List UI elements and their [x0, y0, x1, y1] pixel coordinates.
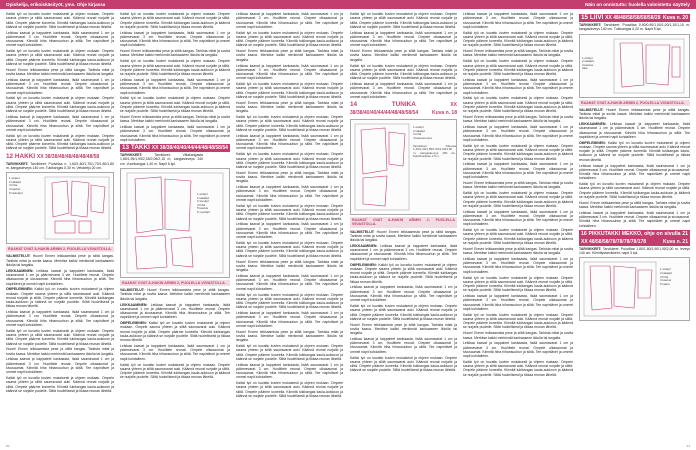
page-number-left: 20: [6, 444, 10, 448]
banner-left-text: Opiskelija, erikoiskäsityöt, yms. Ohje kirjassa: [6, 2, 106, 7]
banner-right-text: Näin on onnistuttu: huolella valmistettu näyttely: [585, 2, 690, 7]
paragraph: Leikkaa kaavat ja kappaleet kankaasta, lisää saumavarat 1 cm ja päärmevarat 3 cm. Huolittele reunat. Ompele olkasaumat ja sivusaumat. Kiinnitä hiha hihansuuhun ja silitä. Tee napinlävet ja ommel napit kohdalleen.: [6, 30, 114, 48]
pattern-diagram-14: 1 etukpl 2 takakpl 3 hiha 4 kaulusreuna Tarvikkeet: Trikoota 1,40/1,40/1,50/1,50/1,60/1,60 m, kangasleveys 150 cm. Kanttinauhaa 1,5 m.: [350, 119, 457, 215]
caption-14: RAAHAT OVAT A-HAKIN ARMIN 2, PUOLELLA VIIVASTOLLA.: [352, 218, 455, 227]
pattern-diagram-16: 1 etukpl 2 takakpl 3 hiha 4 kaulus 5 tasku: [579, 257, 690, 321]
caption-13: RAAHAT OVAT A-HAKIN ARMIN 2, PUOLELLA VIIVASTOLLA.: [120, 280, 230, 286]
caption-12: RAAHAT OVAT A-HAKIN ARMIN 2, PUOLELLA VIIVASTOLLA.: [6, 246, 114, 252]
paragraph: Leikkaa kaavat ja kappaleet kankaasta, lisää saumavarat 1 cm ja päärmevarat 3 cm. Huolittele reunat. Ompele olkasaumat ja sivusaumat. Kiinnitä hiha hihansuuhun ja silitä. Tee napinlävet ja ommel napit kohdalleen.: [6, 77, 114, 95]
section-heading-12: 12 HAKKI XX 38/38/48/48/48/48/48/58: [6, 152, 100, 160]
paragraph: Kaikki työ on kuvattu kuvien mukaisesti ja ohjeen mukaan. Ompele sauma yhteen ja silitä saumavarat auki. Käännä reunat nurjalle ja silitä. Ompele päärme koneella. Kiinnitä tukikangas kaula-aukkoon ja käännä se nurjalle puolelle. Silitä huolellisesti ja tikkaa reunan läheltä.: [6, 12, 114, 29]
section-heading-14: 14 TUNIKA XX 38/38/40/40/44/44/48/48/58/54 Kuva n. 18: [350, 101, 457, 117]
paragraph: Kaikki työ on kuvattu kuvien mukaisesti ja ohjeen mukaan. Ompele sauma yhteen ja silitä saumavarat auki. Käännä reunat nurjalle ja silitä. Ompele päärme koneella. Kiinnitä tukikangas kaula-aukkoon ja käännä se nurjalle puolelle. Silitä huolellisesti ja tikkaa reunan läheltä.: [6, 133, 114, 151]
column-5: Leikkaa kaavat ja kappaleet kankaasta, lisää saumavarat 1 cm ja päärmevarat 3 cm. Huolittele reunat. Ompele olkasaumat ja sivusaumat. Kiinnitä hiha hihansuuhun ja silitä. Tee napinlävet ja ommel napit kohdalleen. Kaikki työ on kuvattu kuvien mukaisesti ja ohjeen mukaan. Ompele sauma yhteen ja silitä saumavarat auki. Käännä reunat nurjalle ja silitä. Ompele päärme koneella. Kiinnitä tukikangas kaula-aukkoon ja käännä se nurjalle puolelle. Silitä huolellisesti ja tikkaa reunan läheltä. Huom! Ennen leikkaamista pese ja silitä kangas. Tarkista mitat ja sovita kaava. Merkitse kaikki merkinnät kankaaseen liidulla tai langalla. Kaikki työ on kuvattu kuvien mukaisesti ja ohjeen mukaan. Ompele sauma yhteen ja silitä saumavarat auki. Käännä reunat nurjalle ja silitä. Ompele päärme koneella. Kiinnitä tukikangas kaula-aukkoon ja käännä se nurjalle puolelle. Silitä huolellisesti ja tikkaa reunan läheltä. Leikkaa kaavat ja kappaleet kankaasta, lisää saumavarat 1 cm ja päärmevarat 3 cm. Huolittele reunat. Ompele olkasaumat ja sivusaumat. Kiinnitä hiha hihansuuhun ja silitä. Tee napinlävet ja ommel napit kohdalleen. Kaikki työ on kuvattu kuvien mukaisesti ja ohjeen mukaan. Ompele sauma yhteen ja silitä saumavarat auki. Käännä reunat nurjalle ja silitä. Ompele päärme koneella. Kiinnitä tukikangas kaula-aukkoon ja käännä se nurjalle puolelle. Silitä huolellisesti ja tikkaa reunan läheltä. Huom! Ennen leikkaamista pese ja silitä kangas. Tarkista mitat ja sovita kaava. Merkitse kaikki merkinnät kankaaseen liidulla tai langalla. Leikkaa kaavat ja kappaleet kankaasta, lisää saumavarat 1 cm ja päärmevarat 3 cm. Huolittele reunat. Ompele olkasaumat ja sivusaumat. Kiinnitä hiha hihansuuhun ja silitä. Tee napinlävet ja ommel napit kohdalleen. Kaikki työ on kuvattu kuvien mukaisesti ja ohjeen mukaan. Ompele sauma yhteen ja silitä saumavarat auki. Käännä reunat nurjalle ja silitä. Ompele päärme koneella. Kiinnitä tukikangas kaula-aukkoon ja käännä se nurjalle puolelle. Silitä huolellisesti ja tikkaa reunan läheltä. Leikkaa kaavat ja kappaleet kankaasta, lisää saumavarat 1 cm ja päärmevarat 3 cm. Huolittele reunat. Ompele olkasaumat ja sivusaumat. Kiinnitä hiha hihansuuhun ja silitä. Tee napinlävet ja ommel napit kohdalleen. Huom! Ennen leikkaamista pese ja silitä kangas. Tarkista mitat ja sovita kaava. Merkitse kaikki merkinnät kankaaseen liidulla tai langalla. Kaikki työ on kuvattu kuvien mukaisesti ja ohjeen mukaan. Ompele sauma yhteen ja silitä saumavarat auki. Käännä reunat nurjalle ja silitä. Ompele päärme koneella. Kiinnitä tukikangas kaula-aukkoon ja käännä se nurjalle puolelle. Silitä huolellisesti ja tikkaa reunan läheltä. Leikkaa kaavat ja kappaleet kankaasta, lisää saumavarat 1 cm ja päärmevarat 3 cm. Huolittele reunat. Ompele olkasaumat ja sivusaumat. Kiinnitä hiha hihansuuhun ja silitä. Tee napinlävet ja ommel napit kohdalleen. Kaikki työ on kuvattu kuvien mukaisesti ja ohjeen mukaan. Ompele sauma yhteen ja silitä saumavarat auki. Käännä reunat nurjalle ja silitä. Ompele päärme koneella. Kiinnitä tukikangas kaula-aukkoon ja käännä se nurjalle puolelle. Silitä huolellisesti ja tikkaa reunan läheltä. Huom! Ennen leikkaamista pese ja silitä kangas. Tarkista mitat ja sovita kaava. Merkitse kaikki merkinnät kankaaseen liidulla tai langalla. Leikkaa kaavat ja kappaleet kankaasta, lisää saumavarat 1 cm ja päärmevarat 3 cm. Huolittele reunat. Ompele olkasaumat ja sivusaumat. Kiinnitä hiha hihansuuhun ja silitä. Tee napinlävet ja ommel napit kohdalleen. Kaikki työ on kuvattu kuvien mukaisesti ja ohjeen mukaan. Ompele sauma yhteen ja silitä saumavarat auki. Käännä reunat nurjalle ja silitä. Ompele päärme koneella. Kiinnitä tukikangas kaula-aukkoon ja käännä se nurjalle puolelle. Silitä huolellisesti ja tikkaa reunan läheltä. Leikkaa kaavat ja kappaleet kankaasta, lisää saumavarat 1 cm ja päärmevarat 3 cm. Huolittele reunat. Ompele olkasaumat ja sivusaumat. Kiinnitä hiha hihansuuhun ja silitä. Tee napinlävet ja ommel napit kohdalleen. Kaikki työ on kuvattu kuvien mukaisesti ja ohjeen mukaan. Ompele sauma yhteen ja silitä saumavarat auki. Käännä reunat nurjalle ja silitä. Ompele päärme koneella. Kiinnitä tukikangas kaula-aukkoon ja käännä se nurjalle puolelle. Silitä huolellisesti ja tikkaa reunan läheltä. Huom! Ennen leikkaamista pese ja silitä kangas. Tarkista mitat ja sovita kaava. Merkitse kaikki merkinnät kankaaseen liidulla tai langalla. Leikkaa kaavat ja kappaleet kankaasta, lisää saumavarat 1 cm ja päärmevarat 3 cm. Huolittele reunat. Ompele olkasaumat ja sivusaumat. Kiinnitä hiha hihansuuhun ja silitä. Tee napinlävet ja ommel napit kohdalleen. Kaikki työ on kuvattu kuvien mukaisesti ja ohjeen mukaan. Ompele sauma yhteen ja silitä saumavarat auki. Käännä reunat nurjalle ja silitä. Ompele päärme koneella. Kiinnitä tukikangas kaula-aukkoon ja käännä se nurjalle puolelle. Silitä huolellisesti ja tikkaa reunan läheltä.: [463, 12, 573, 377]
page-number-right: 21: [686, 444, 690, 448]
top-banner: [0, 0, 696, 9]
paragraph: Kaikki työ on kuvattu kuvien mukaisesti ja ohjeen mukaan. Ompele sauma yhteen ja silitä saumavarat auki. Käännä reunat nurjalle ja silitä. Ompele päärme koneella. Kiinnitä tukikangas kaula-aukkoon ja käännä se nurjalle puolelle. Silitä huolellisesti ja tikkaa reunan läheltä.: [6, 96, 114, 114]
paragraph: Kaikki työ on kuvattu kuvien mukaisesti ja ohjeen mukaan. Ompele sauma yhteen ja silitä saumavarat auki. Käännä reunat nurjalle ja silitä. Ompele päärme koneella. Kiinnitä tukikangas kaula-aukkoon ja käännä se nurjalle puolelle. Silitä huolellisesti ja tikkaa reunan läheltä.: [6, 49, 114, 66]
caption-15: RAAHAT OVAT A-HAKIN ARMIN 2, PUOLELLA VIIVASTOLLA.: [579, 100, 690, 106]
pattern-diagram-13: 1 etukpl 2 takakpl 3 sivukpl 4 hiha 5 kaulus 6 vuorikpl: [120, 168, 230, 278]
column-2: Kaikki työ on kuvattu kuvien mukaisesti ja ohjeen mukaan. Ompele sauma yhteen ja silitä saumavarat auki. Käännä reunat nurjalle ja silitä. Ompele päärme koneella. Kiinnitä tukikangas kaula-aukkoon ja käännä se nurjalle puolelle. Silitä huolellisesti ja tikkaa reunan läheltä. Leikkaa kaavat ja kappaleet kankaasta, lisää saumavarat 1 cm ja päärmevarat 3 cm. Huolittele reunat. Ompele olkasaumat ja sivusaumat. Kiinnitä hiha hihansuuhun ja silitä. Tee napinlävet ja ommel napit kohdalleen. Huom! Ennen leikkaamista pese ja silitä kangas. Tarkista mitat ja sovita kaava. Merkitse kaikki merkinnät kankaaseen liidulla tai langalla. Kaikki työ on kuvattu kuvien mukaisesti ja ohjeen mukaan. Ompele sauma yhteen ja silitä saumavarat auki. Käännä reunat nurjalle ja silitä. Ompele päärme koneella. Kiinnitä tukikangas kaula-aukkoon ja käännä se nurjalle puolelle. Silitä huolellisesti ja tikkaa reunan läheltä. Leikkaa kaavat ja kappaleet kankaasta, lisää saumavarat 1 cm ja päärmevarat 3 cm. Huolittele reunat. Ompele olkasaumat ja sivusaumat. Kiinnitä hiha hihansuuhun ja silitä. Tee napinlävet ja ommel napit kohdalleen. Kaikki työ on kuvattu kuvien mukaisesti ja ohjeen mukaan. Ompele sauma yhteen ja silitä saumavarat auki. Käännä reunat nurjalle ja silitä. Ompele päärme koneella. Kiinnitä tukikangas kaula-aukkoon ja käännä se nurjalle puolelle. Silitä huolellisesti ja tikkaa reunan läheltä. Huom! Ennen leikkaamista pese ja silitä kangas. Tarkista mitat ja sovita kaava. Merkitse kaikki merkinnät kankaaseen liidulla tai langalla. Leikkaa kaavat ja kappaleet kankaasta, lisää saumavarat 1 cm ja päärmevarat 3 cm. Huolittele reunat. Ompele olkasaumat ja sivusaumat. Kiinnitä hiha hihansuuhun ja silitä. Tee napinlävet ja ommel napit kohdalleen. 13 TAKKI XX 38/38/40/40/44/44/48/48/58/54 Kuva n. 16 TARVIKKEET: Tarvikkeet: Villakangasta 1,85/1,95/1,95/2,05/2,05/2,15 m, kangasleveys 140 cm. Vuorikangas 1,40 m. Napit 6 kpl. 1 etukpl 2 takakpl 3 sivukpl 4 hiha 5 kaulus 6 vuorikpl RAAHAT OVAT A-HAKIN ARMIN 2, PUOLELLA VIIVASTOLLA. VALMISTELUT: Huom! Ennen leikkaamista pese ja silitä kangas. Tarkista mitat ja sovita kaava. Merkitse kaikki merkinnät kankaaseen liidulla tai langalla. LEIKKAAMINEN: Leikkaa kaavat ja kappaleet kankaasta, lisää saumavarat 1 cm ja päärmevarat 3 cm. Huolittele reunat. Ompele olkasaumat ja sivusaumat. Kiinnitä hiha hihansuuhun ja silitä. Tee napinlävet ja ommel napit kohdalleen. OMPELEMINEN: Kaikki työ on kuvattu kuvien mukaisesti ja ohjeen mukaan. Ompele sauma yhteen ja silitä saumavarat auki. Käännä reunat nurjalle ja silitä. Ompele päärme koneella. Kiinnitä tukikangas kaula-aukkoon ja käännä se nurjalle puolelle. Silitä huolellisesti ja tikkaa reunan läheltä. Leikkaa kaavat ja kappaleet kankaasta, lisää saumavarat 1 cm ja päärmevarat 3 cm. Huolittele reunat. Ompele olkasaumat ja sivusaumat. Kiinnitä hiha hihansuuhun ja silitä. Tee napinlävet ja ommel napit kohdalleen. Kaikki työ on kuvattu kuvien mukaisesti ja ohjeen mukaan. Ompele sauma yhteen ja silitä saumavarat auki. Käännä reunat nurjalle ja silitä. Ompele päärme koneella. Kiinnitä tukikangas kaula-aukkoon ja käännä se nurjalle puolelle. Silitä huolellisesti ja tikkaa reunan läheltä.: [120, 12, 230, 380]
column-4: Kaikki työ on kuvattu kuvien mukaisesti ja ohjeen mukaan. Ompele sauma yhteen ja silitä saumavarat auki. Käännä reunat nurjalle ja silitä. Ompele päärme koneella. Kiinnitä tukikangas kaula-aukkoon ja käännä se nurjalle puolelle. Silitä huolellisesti ja tikkaa reunan läheltä. Leikkaa kaavat ja kappaleet kankaasta, lisää saumavarat 1 cm ja päärmevarat 3 cm. Huolittele reunat. Ompele olkasaumat ja sivusaumat. Kiinnitä hiha hihansuuhun ja silitä. Tee napinlävet ja ommel napit kohdalleen. Huom! Ennen leikkaamista pese ja silitä kangas. Tarkista mitat ja sovita kaava. Merkitse kaikki merkinnät kankaaseen liidulla tai langalla. Kaikki työ on kuvattu kuvien mukaisesti ja ohjeen mukaan. Ompele sauma yhteen ja silitä saumavarat auki. Käännä reunat nurjalle ja silitä. Ompele päärme koneella. Kiinnitä tukikangas kaula-aukkoon ja käännä se nurjalle puolelle. Silitä huolellisesti ja tikkaa reunan läheltä. Leikkaa kaavat ja kappaleet kankaasta, lisää saumavarat 1 cm ja päärmevarat 3 cm. Huolittele reunat. Ompele olkasaumat ja sivusaumat. Kiinnitä hiha hihansuuhun ja silitä. Tee napinlävet ja ommel napit kohdalleen. 14 TUNIKA XX 38/38/40/40/44/44/48/48/58/54 Kuva n. 18 1 etukpl 2 takakpl 3 hiha 4 kaulusreuna Tarvikkeet: Trikoota 1,40/1,40/1,50/1,50/1,60/1,60 m, kangasleveys 150 cm. Kanttinauhaa 1,5 m. RAAHAT OVAT A-HAKIN ARMIN 2, PUOLELLA VIIVASTOLLA. VALMISTELUT: Huom! Ennen leikkaamista pese ja silitä kangas. Tarkista mitat ja sovita kaava. Merkitse kaikki merkinnät kankaaseen liidulla tai langalla. LEIKKAAMINEN: Leikkaa kaavat ja kappaleet kankaasta, lisää saumavarat 1 cm ja päärmevarat 3 cm. Huolittele reunat. Ompele olkasaumat ja sivusaumat. Kiinnitä hiha hihansuuhun ja silitä. Tee napinlävet ja ommel napit kohdalleen. OMPELEMINEN: Kaikki työ on kuvattu kuvien mukaisesti ja ohjeen mukaan. Ompele sauma yhteen ja silitä saumavarat auki. Käännä reunat nurjalle ja silitä. Ompele päärme koneella. Kiinnitä tukikangas kaula-aukkoon ja käännä se nurjalle puolelle. Silitä huolellisesti ja tikkaa reunan läheltä. Leikkaa kaavat ja kappaleet kankaasta, lisää saumavarat 1 cm ja päärmevarat 3 cm. Huolittele reunat. Ompele olkasaumat ja sivusaumat. Kiinnitä hiha hihansuuhun ja silitä. Tee napinlävet ja ommel napit kohdalleen. Kaikki työ on kuvattu kuvien mukaisesti ja ohjeen mukaan. Ompele sauma yhteen ja silitä saumavarat auki. Käännä reunat nurjalle ja silitä. Ompele päärme koneella. Kiinnitä tukikangas kaula-aukkoon ja käännä se nurjalle puolelle. Silitä huolellisesti ja tikkaa reunan läheltä. Huom! Ennen leikkaamista pese ja silitä kangas. Tarkista mitat ja sovita kaava. Merkitse kaikki merkinnät kankaaseen liidulla tai langalla. Leikkaa kaavat ja kappaleet kankaasta, lisää saumavarat 1 cm ja päärmevarat 3 cm. Huolittele reunat. Ompele olkasaumat ja sivusaumat. Kiinnitä hiha hihansuuhun ja silitä. Tee napinlävet ja ommel napit kohdalleen. Kaikki työ on kuvattu kuvien mukaisesti ja ohjeen mukaan. Ompele sauma yhteen ja silitä saumavarat auki. Käännä reunat nurjalle ja silitä. Ompele päärme koneella. Kiinnitä tukikangas kaula-aukkoon ja käännä se nurjalle puolelle. Silitä huolellisesti ja tikkaa reunan läheltä.: [350, 12, 457, 373]
pattern-diagram-15: 1 etukpl 2 takakpl 3 kaulus taite: [579, 34, 690, 98]
fold-label: taite: [582, 66, 588, 71]
column-6: 15 LIIVI XX 48/48/58/58/58/58/28 Kuva n. 20 TARVIKKEET: Tarvikkeet: Puuvillaa 0,90/0,90/1,00/1,00/1,10/1,10 m, kangasleveys 140 cm. Tukikangas 0,20 m. Napit 5 kpl. 1 etukpl 2 takakpl 3 kaulus taite RAAHAT OVAT A-HAKIN ARMIN 2, PUOLELLA VIIVASTOLLA. VALMISTELUT: Huom! Ennen leikkaamista pese ja silitä kangas. Tarkista mitat ja sovita kaava. Merkitse kaikki merkinnät kankaaseen liidulla tai langalla. LEIKKAAMINEN: Leikkaa kaavat ja kappaleet kankaasta, lisää saumavarat 1 cm ja päärmevarat 3 cm. Huolittele reunat. Ompele olkasaumat ja sivusaumat. Kiinnitä hiha hihansuuhun ja silitä. Tee napinlävet ja ommel napit kohdalleen. OMPELEMINEN: Kaikki työ on kuvattu kuvien mukaisesti ja ohjeen mukaan. Ompele sauma yhteen ja silitä saumavarat auki. Käännä reunat nurjalle ja silitä. Ompele päärme koneella. Kiinnitä tukikangas kaula-aukkoon ja käännä se nurjalle puolelle. Silitä huolellisesti ja tikkaa reunan läheltä. Leikkaa kaavat ja kappaleet kankaasta, lisää saumavarat 1 cm ja päärmevarat 3 cm. Huolittele reunat. Ompele olkasaumat ja sivusaumat. Kiinnitä hiha hihansuuhun ja silitä. Tee napinlävet ja ommel napit kohdalleen. Kaikki työ on kuvattu kuvien mukaisesti ja ohjeen mukaan. Ompele sauma yhteen ja silitä saumavarat auki. Käännä reunat nurjalle ja silitä. Ompele päärme koneella. Kiinnitä tukikangas kaula-aukkoon ja käännä se nurjalle puolelle. Silitä huolellisesti ja tikkaa reunan läheltä. Huom! Ennen leikkaamista pese ja silitä kangas. Tarkista mitat ja sovita kaava. Merkitse kaikki merkinnät kankaaseen liidulla tai langalla. Leikkaa kaavat ja kappaleet kankaasta, lisää saumavarat 1 cm ja päärmevarat 3 cm. Huolittele reunat. Ompele olkasaumat ja sivusaumat. Kiinnitä hiha hihansuuhun ja silitä. Tee napinlävet ja ommel napit kohdalleen. 16 PIKKUTAKKI MEKKO, ohje on sivulla 21 XX 48/58/58/78/78/78/78/178 Kuva n. 21 TARVIKKEET: Tarvikkeet: Puuvillaa 1,80/1,80/1,90/1,90/2,00 m, leveys 140 cm. Kiinnitystarvikkeet, napit 3 kpl. 1 etukpl 2 takakpl 3 hiha 4 kaulus 5 tasku: [579, 12, 690, 446]
section-heading-13: 13 TAKKI XX 38/38/40/40/44/44/48/48/58/54 Kuva n. 16: [122, 144, 228, 160]
section-heading-15: 15 LIIVI XX 48/48/58/58/58/58/28 Kuva n. 20: [581, 14, 688, 21]
column-1: Kaikki työ on kuvattu kuvien mukaisesti ja ohjeen mukaan. Ompele sauma yhteen ja silitä saumavarat auki. Käännä reunat nurjalle ja silitä. Ompele päärme koneella. Kiinnitä tukikangas kaula-aukkoon ja käännä se nurjalle puolelle. Silitä huolellisesti ja tikkaa reunan läheltä. Leikkaa kaavat ja kappaleet kankaasta, lisää saumavarat 1 cm ja päärmevarat 3 cm. Huolittele reunat. Ompele olkasaumat ja sivusaumat. Kiinnitä hiha hihansuuhun ja silitä. Tee napinlävet ja ommel napit kohdalleen. Kaikki työ on kuvattu kuvien mukaisesti ja ohjeen mukaan. Ompele sauma yhteen ja silitä saumavarat auki. Käännä reunat nurjalle ja silitä. Ompele päärme koneella. Kiinnitä tukikangas kaula-aukkoon ja käännä se nurjalle puolelle. Silitä huolellisesti ja tikkaa reunan läheltä. Huom! Ennen leikkaamista pese ja silitä kangas. Tarkista mitat ja sovita kaava. Merkitse kaikki merkinnät kankaaseen liidulla tai langalla. Leikkaa kaavat ja kappaleet kankaasta, lisää saumavarat 1 cm ja päärmevarat 3 cm. Huolittele reunat. Ompele olkasaumat ja sivusaumat. Kiinnitä hiha hihansuuhun ja silitä. Tee napinlävet ja ommel napit kohdalleen. Kaikki työ on kuvattu kuvien mukaisesti ja ohjeen mukaan. Ompele sauma yhteen ja silitä saumavarat auki. Käännä reunat nurjalle ja silitä. Ompele päärme koneella. Kiinnitä tukikangas kaula-aukkoon ja käännä se nurjalle puolelle. Silitä huolellisesti ja tikkaa reunan läheltä. Leikkaa kaavat ja kappaleet kankaasta, lisää saumavarat 1 cm ja päärmevarat 3 cm. Huolittele reunat. Ompele olkasaumat ja sivusaumat. Kiinnitä hiha hihansuuhun ja silitä. Tee napinlävet ja ommel napit kohdalleen. Kaikki työ on kuvattu kuvien mukaisesti ja ohjeen mukaan. Ompele sauma yhteen ja silitä saumavarat auki. Käännä reunat nurjalle ja silitä. Ompele päärme koneella. Kiinnitä tukikangas kaula-aukkoon ja käännä se nurjalle puolelle. Silitä huolellisesti ja tikkaa reunan läheltä. 12 HAKKI XX 38/38/48/48/48/48/48/58 TARVIKKEET: Tarvikkeet: Puuvillaa n. 1,60/1,60/1,70/1,70/1,80/1,80 m, kangasleveys 140 cm. Tukikangas 0,30 m. Vetoketju 20 cm. 1 etukpl 2 takakpl 3 hiha 4 kauluri 5 taskukpl RAAHAT OVAT A-HAKIN ARMIN 2, PUOLELLA VIIVASTOLLA. VALMISTELUT: Huom! Ennen leikkaamista pese ja silitä kangas. Tarkista mitat ja sovita kaava. Merkitse kaikki merkinnät kankaaseen liidulla tai langalla. LEIKKAAMINEN: Leikkaa kaavat ja kappaleet kankaasta, lisää saumavarat 1 cm ja päärmevarat 3 cm. Huolittele reunat. Ompele olkasaumat ja sivusaumat. Kiinnitä hiha hihansuuhun ja silitä. Tee napinlävet ja ommel napit kohdalleen. OMPELEMINEN: Kaikki työ on kuvattu kuvien mukaisesti ja ohjeen mukaan. Ompele sauma yhteen ja silitä saumavarat auki. Käännä reunat nurjalle ja silitä. Ompele päärme koneella. Kiinnitä tukikangas kaula-aukkoon ja käännä se nurjalle puolelle. Silitä huolellisesti ja tikkaa reunan läheltä. Leikkaa kaavat ja kappaleet kankaasta, lisää saumavarat 1 cm ja päärmevarat 3 cm. Huolittele reunat. Ompele olkasaumat ja sivusaumat. Kiinnitä hiha hihansuuhun ja silitä. Tee napinlävet ja ommel napit kohdalleen. Kaikki työ on kuvattu kuvien mukaisesti ja ohjeen mukaan. Ompele sauma yhteen ja silitä saumavarat auki. Käännä reunat nurjalle ja silitä. Ompele päärme koneella. Kiinnitä tukikangas kaula-aukkoon ja käännä se nurjalle puolelle. Silitä huolellisesti ja tikkaa reunan läheltä. Huom! Ennen leikkaamista pese ja silitä kangas. Tarkista mitat ja sovita kaava. Merkitse kaikki merkinnät kankaaseen liidulla tai langalla. Leikkaa kaavat ja kappaleet kankaasta, lisää saumavarat 1 cm ja päärmevarat 3 cm. Huolittele reunat. Ompele olkasaumat ja sivusaumat. Kiinnitä hiha hihansuuhun ja silitä. Tee napinlävet ja ommel napit kohdalleen. Kaikki työ on kuvattu kuvien mukaisesti ja ohjeen mukaan. Ompele sauma yhteen ja silitä saumavarat auki. Käännä reunat nurjalle ja silitä. Ompele päärme koneella. Kiinnitä tukikangas kaula-aukkoon ja käännä se nurjalle puolelle. Silitä huolellisesti ja tikkaa reunan läheltä.: [6, 12, 114, 393]
pattern-diagram-12: 1 etukpl 2 takakpl 3 hiha 4 kauluri 5 taskukpl: [6, 172, 114, 244]
paragraph: Huom! Ennen leikkaamista pese ja silitä kangas. Tarkista mitat ja sovita kaava. Merkitse kaikki merkinnät kankaaseen liidulla tai langalla.: [6, 67, 114, 77]
paragraph: Leikkaa kaavat ja kappaleet kankaasta, lisää saumavarat 1 cm ja päärmevarat 3 cm. Huolittele reunat. Ompele olkasaumat ja sivusaumat. Kiinnitä hiha hihansuuhun ja silitä. Tee napinlävet ja ommel napit kohdalleen.: [6, 115, 114, 132]
section-heading-16: 16 PIKKUTAKKI MEKKO, ohje on sivulla 21 XX 48/58/58/78/78/78/78/178 Kuva n. 21: [581, 230, 688, 245]
column-3: Leikkaa kaavat ja kappaleet kankaasta, lisää saumavarat 1 cm ja päärmevarat 3 cm. Huolittele reunat. Ompele olkasaumat ja sivusaumat. Kiinnitä hiha hihansuuhun ja silitä. Tee napinlävet ja ommel napit kohdalleen. Kaikki työ on kuvattu kuvien mukaisesti ja ohjeen mukaan. Ompele sauma yhteen ja silitä saumavarat auki. Käännä reunat nurjalle ja silitä. Ompele päärme koneella. Kiinnitä tukikangas kaula-aukkoon ja käännä se nurjalle puolelle. Silitä huolellisesti ja tikkaa reunan läheltä. Huom! Ennen leikkaamista pese ja silitä kangas. Tarkista mitat ja sovita kaava. Merkitse kaikki merkinnät kankaaseen liidulla tai langalla. Leikkaa kaavat ja kappaleet kankaasta, lisää saumavarat 1 cm ja päärmevarat 3 cm. Huolittele reunat. Ompele olkasaumat ja sivusaumat. Kiinnitä hiha hihansuuhun ja silitä. Tee napinlävet ja ommel napit kohdalleen. Kaikki työ on kuvattu kuvien mukaisesti ja ohjeen mukaan. Ompele sauma yhteen ja silitä saumavarat auki. Käännä reunat nurjalle ja silitä. Ompele päärme koneella. Kiinnitä tukikangas kaula-aukkoon ja käännä se nurjalle puolelle. Silitä huolellisesti ja tikkaa reunan läheltä. Huom! Ennen leikkaamista pese ja silitä kangas. Tarkista mitat ja sovita kaava. Merkitse kaikki merkinnät kankaaseen liidulla tai langalla. Kaikki työ on kuvattu kuvien mukaisesti ja ohjeen mukaan. Ompele sauma yhteen ja silitä saumavarat auki. Käännä reunat nurjalle ja silitä. Ompele päärme koneella. Kiinnitä tukikangas kaula-aukkoon ja käännä se nurjalle puolelle. Silitä huolellisesti ja tikkaa reunan läheltä. Leikkaa kaavat ja kappaleet kankaasta, lisää saumavarat 1 cm ja päärmevarat 3 cm. Huolittele reunat. Ompele olkasaumat ja sivusaumat. Kiinnitä hiha hihansuuhun ja silitä. Tee napinlävet ja ommel napit kohdalleen. Kaikki työ on kuvattu kuvien mukaisesti ja ohjeen mukaan. Ompele sauma yhteen ja silitä saumavarat auki. Käännä reunat nurjalle ja silitä. Ompele päärme koneella. Kiinnitä tukikangas kaula-aukkoon ja käännä se nurjalle puolelle. Silitä huolellisesti ja tikkaa reunan läheltä. Huom! Ennen leikkaamista pese ja silitä kangas. Tarkista mitat ja sovita kaava. Merkitse kaikki merkinnät kankaaseen liidulla tai langalla. Leikkaa kaavat ja kappaleet kankaasta, lisää saumavarat 1 cm ja päärmevarat 3 cm. Huolittele reunat. Ompele olkasaumat ja sivusaumat. Kiinnitä hiha hihansuuhun ja silitä. Tee napinlävet ja ommel napit kohdalleen. Kaikki työ on kuvattu kuvien mukaisesti ja ohjeen mukaan. Ompele sauma yhteen ja silitä saumavarat auki. Käännä reunat nurjalle ja silitä. Ompele päärme koneella. Kiinnitä tukikangas kaula-aukkoon ja käännä se nurjalle puolelle. Silitä huolellisesti ja tikkaa reunan läheltä. Leikkaa kaavat ja kappaleet kankaasta, lisää saumavarat 1 cm ja päärmevarat 3 cm. Huolittele reunat. Ompele olkasaumat ja sivusaumat. Kiinnitä hiha hihansuuhun ja silitä. Tee napinlävet ja ommel napit kohdalleen. Kaikki työ on kuvattu kuvien mukaisesti ja ohjeen mukaan. Ompele sauma yhteen ja silitä saumavarat auki. Käännä reunat nurjalle ja silitä. Ompele päärme koneella. Kiinnitä tukikangas kaula-aukkoon ja käännä se nurjalle puolelle. Silitä huolellisesti ja tikkaa reunan läheltä. Huom! Ennen leikkaamista pese ja silitä kangas. Tarkista mitat ja sovita kaava. Merkitse kaikki merkinnät kankaaseen liidulla tai langalla. Leikkaa kaavat ja kappaleet kankaasta, lisää saumavarat 1 cm ja päärmevarat 3 cm. Huolittele reunat. Ompele olkasaumat ja sivusaumat. Kiinnitä hiha hihansuuhun ja silitä. Tee napinlävet ja ommel napit kohdalleen. Kaikki työ on kuvattu kuvien mukaisesti ja ohjeen mukaan. Ompele sauma yhteen ja silitä saumavarat auki. Käännä reunat nurjalle ja silitä. Ompele päärme koneella. Kiinnitä tukikangas kaula-aukkoon ja käännä se nurjalle puolelle. Silitä huolellisesti ja tikkaa reunan läheltä. Leikkaa kaavat ja kappaleet kankaasta, lisää saumavarat 1 cm ja päärmevarat 3 cm. Huolittele reunat. Ompele olkasaumat ja sivusaumat. Kiinnitä hiha hihansuuhun ja silitä. Tee napinlävet ja ommel napit kohdalleen. Huom! Ennen leikkaamista pese ja silitä kangas. Tarkista mitat ja sovita kaava. Merkitse kaikki merkinnät kankaaseen liidulla tai langalla. Kaikki työ on kuvattu kuvien mukaisesti ja ohjeen mukaan. Ompele sauma yhteen ja silitä saumavarat auki. Käännä reunat nurjalle ja silitä. Ompele päärme koneella. Kiinnitä tukikangas kaula-aukkoon ja käännä se nurjalle puolelle. Silitä huolellisesti ja tikkaa reunan läheltä. Leikkaa kaavat ja kappaleet kankaasta, lisää saumavarat 1 cm ja päärmevarat 3 cm. Huolittele reunat. Ompele olkasaumat ja sivusaumat. Kiinnitä hiha hihansuuhun ja silitä. Tee napinlävet ja ommel napit kohdalleen. Kaikki työ on kuvattu kuvien mukaisesti ja ohjeen mukaan. Ompele sauma yhteen ja silitä saumavarat auki. Käännä reunat nurjalle ja silitä. Ompele päärme koneella. Kiinnitä tukikangas kaula-aukkoon ja käännä se nurjalle puolelle. Silitä huolellisesti ja tikkaa reunan läheltä.: [236, 12, 343, 398]
